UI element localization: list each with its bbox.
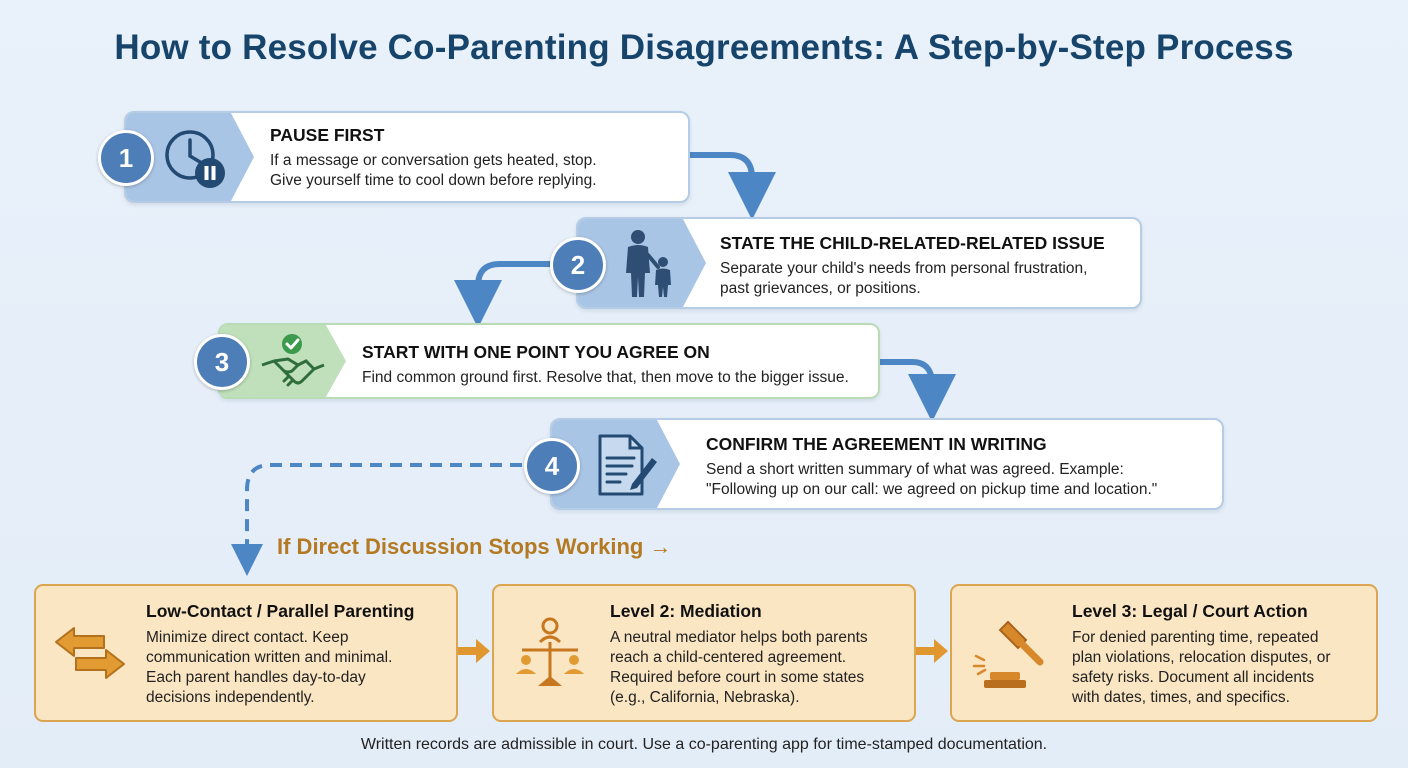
step-4-badge: 4 bbox=[524, 438, 580, 494]
footer-note: Written records are admissible in court. Use a co-parenting app for time-stamped documentation. bbox=[360, 736, 1048, 753]
level-3-line-2: plan violations, relocation disputes, or bbox=[1072, 649, 1331, 666]
step-1-line-2: Give yourself time to cool down before replying. bbox=[270, 172, 597, 189]
level-legal-card bbox=[950, 584, 1378, 722]
step-3-description bbox=[362, 368, 849, 388]
level-2-description bbox=[610, 628, 868, 708]
step-2-badge: 2 bbox=[550, 237, 606, 293]
handshake-check-icon bbox=[258, 331, 328, 393]
level-3-title: Level 3: Legal / Court Action bbox=[1072, 601, 1308, 621]
level-2-line-2: reach a child-centered agreement. bbox=[610, 649, 847, 666]
connector-3-4 bbox=[878, 362, 932, 398]
level-arrow-2-3 bbox=[914, 636, 950, 666]
step-3-line-1: Find common ground first. Resolve that, then move to the bigger issue. bbox=[362, 369, 849, 386]
step-3-title: START WITH ONE POINT YOU AGREE ON bbox=[362, 342, 710, 362]
level-1-line-2: communication written and minimal. bbox=[146, 649, 393, 666]
level-2-title: Level 2: Mediation bbox=[610, 601, 762, 621]
step-4-description bbox=[706, 460, 1157, 500]
level-1-line-1: Minimize direct contact. Keep bbox=[146, 629, 349, 646]
level-arrow-1-2 bbox=[456, 636, 492, 666]
step-1-title: PAUSE FIRST bbox=[270, 125, 385, 145]
level-2-line-3: Required before court in some states bbox=[610, 669, 865, 686]
level-1-line-3: Each parent handles day-to-day bbox=[146, 669, 366, 686]
escalation-label: If Direct Discussion Stops Working → bbox=[277, 534, 672, 559]
step-1-line-1: If a message or conversation gets heated, stop. bbox=[270, 152, 597, 169]
step-2-title: STATE THE CHILD-RELATED-RELATED ISSUE bbox=[720, 233, 1105, 253]
level-mediation-card bbox=[492, 584, 916, 722]
step-1-description bbox=[270, 151, 597, 191]
level-1-title: Low-Contact / Parallel Parenting bbox=[146, 601, 415, 621]
level-low-contact-card bbox=[34, 584, 458, 722]
clock-pause-icon bbox=[162, 125, 230, 193]
mediation-scale-icon bbox=[512, 616, 588, 688]
level-2-line-1: A neutral mediator helps both parents bbox=[610, 629, 868, 646]
level-1-description bbox=[146, 628, 392, 708]
page-title: How to Resolve Co-Parenting Disagreements: A Step-by-Step Process bbox=[114, 28, 1294, 67]
step-2-card bbox=[576, 217, 1142, 309]
level-3-line-4: with dates, times, and specifics. bbox=[1072, 689, 1290, 706]
step-2-description bbox=[720, 259, 1087, 299]
connector-1-2 bbox=[690, 155, 752, 196]
level-2-line-4: (e.g., California, Nebraska). bbox=[610, 689, 800, 706]
step-1-badge: 1 bbox=[98, 130, 154, 186]
connector-2-3 bbox=[478, 264, 552, 304]
level-3-description bbox=[1072, 628, 1330, 708]
step-3-badge: 3 bbox=[194, 334, 250, 390]
document-pen-icon bbox=[594, 432, 660, 498]
step-2-line-2: past grievances, or positions. bbox=[720, 280, 921, 297]
step-1-card bbox=[124, 111, 690, 203]
step-4-line-2: "Following up on our call: we agreed on pickup time and location." bbox=[706, 481, 1158, 498]
level-3-line-3: safety risks. Document all incidents bbox=[1072, 669, 1315, 686]
step-4-card bbox=[550, 418, 1224, 510]
gavel-icon bbox=[970, 616, 1058, 692]
parent-child-icon bbox=[618, 229, 678, 299]
level-1-line-4: decisions independently. bbox=[146, 689, 315, 706]
step-3-card bbox=[218, 323, 880, 399]
step-4-title: CONFIRM THE AGREEMENT IN WRITING bbox=[706, 434, 1047, 454]
swap-arrows-icon bbox=[52, 622, 128, 684]
level-3-line-1: For denied parenting time, repeated bbox=[1072, 629, 1319, 646]
step-4-line-1: Send a short written summary of what was agreed. Example: bbox=[706, 461, 1124, 478]
step-2-line-1: Separate your child's needs from personal frustration, bbox=[720, 260, 1088, 277]
